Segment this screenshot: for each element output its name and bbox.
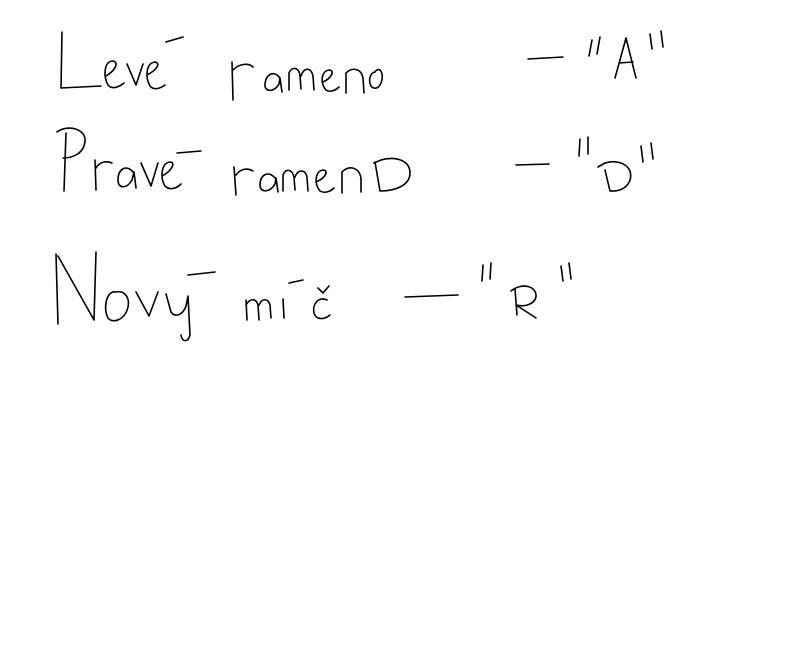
handwritten-line-1 xyxy=(60,31,663,100)
handwritten-line-2 xyxy=(57,128,653,195)
handwritten-line-1-text: Levé rameno — "A" xyxy=(60,90,70,91)
handwritten-line-2-text: Pravé rameno — "D" xyxy=(60,192,71,193)
handwritten-line-3 xyxy=(56,252,571,341)
handwritten-line-3-text: Nový míč — "R" xyxy=(60,325,68,326)
